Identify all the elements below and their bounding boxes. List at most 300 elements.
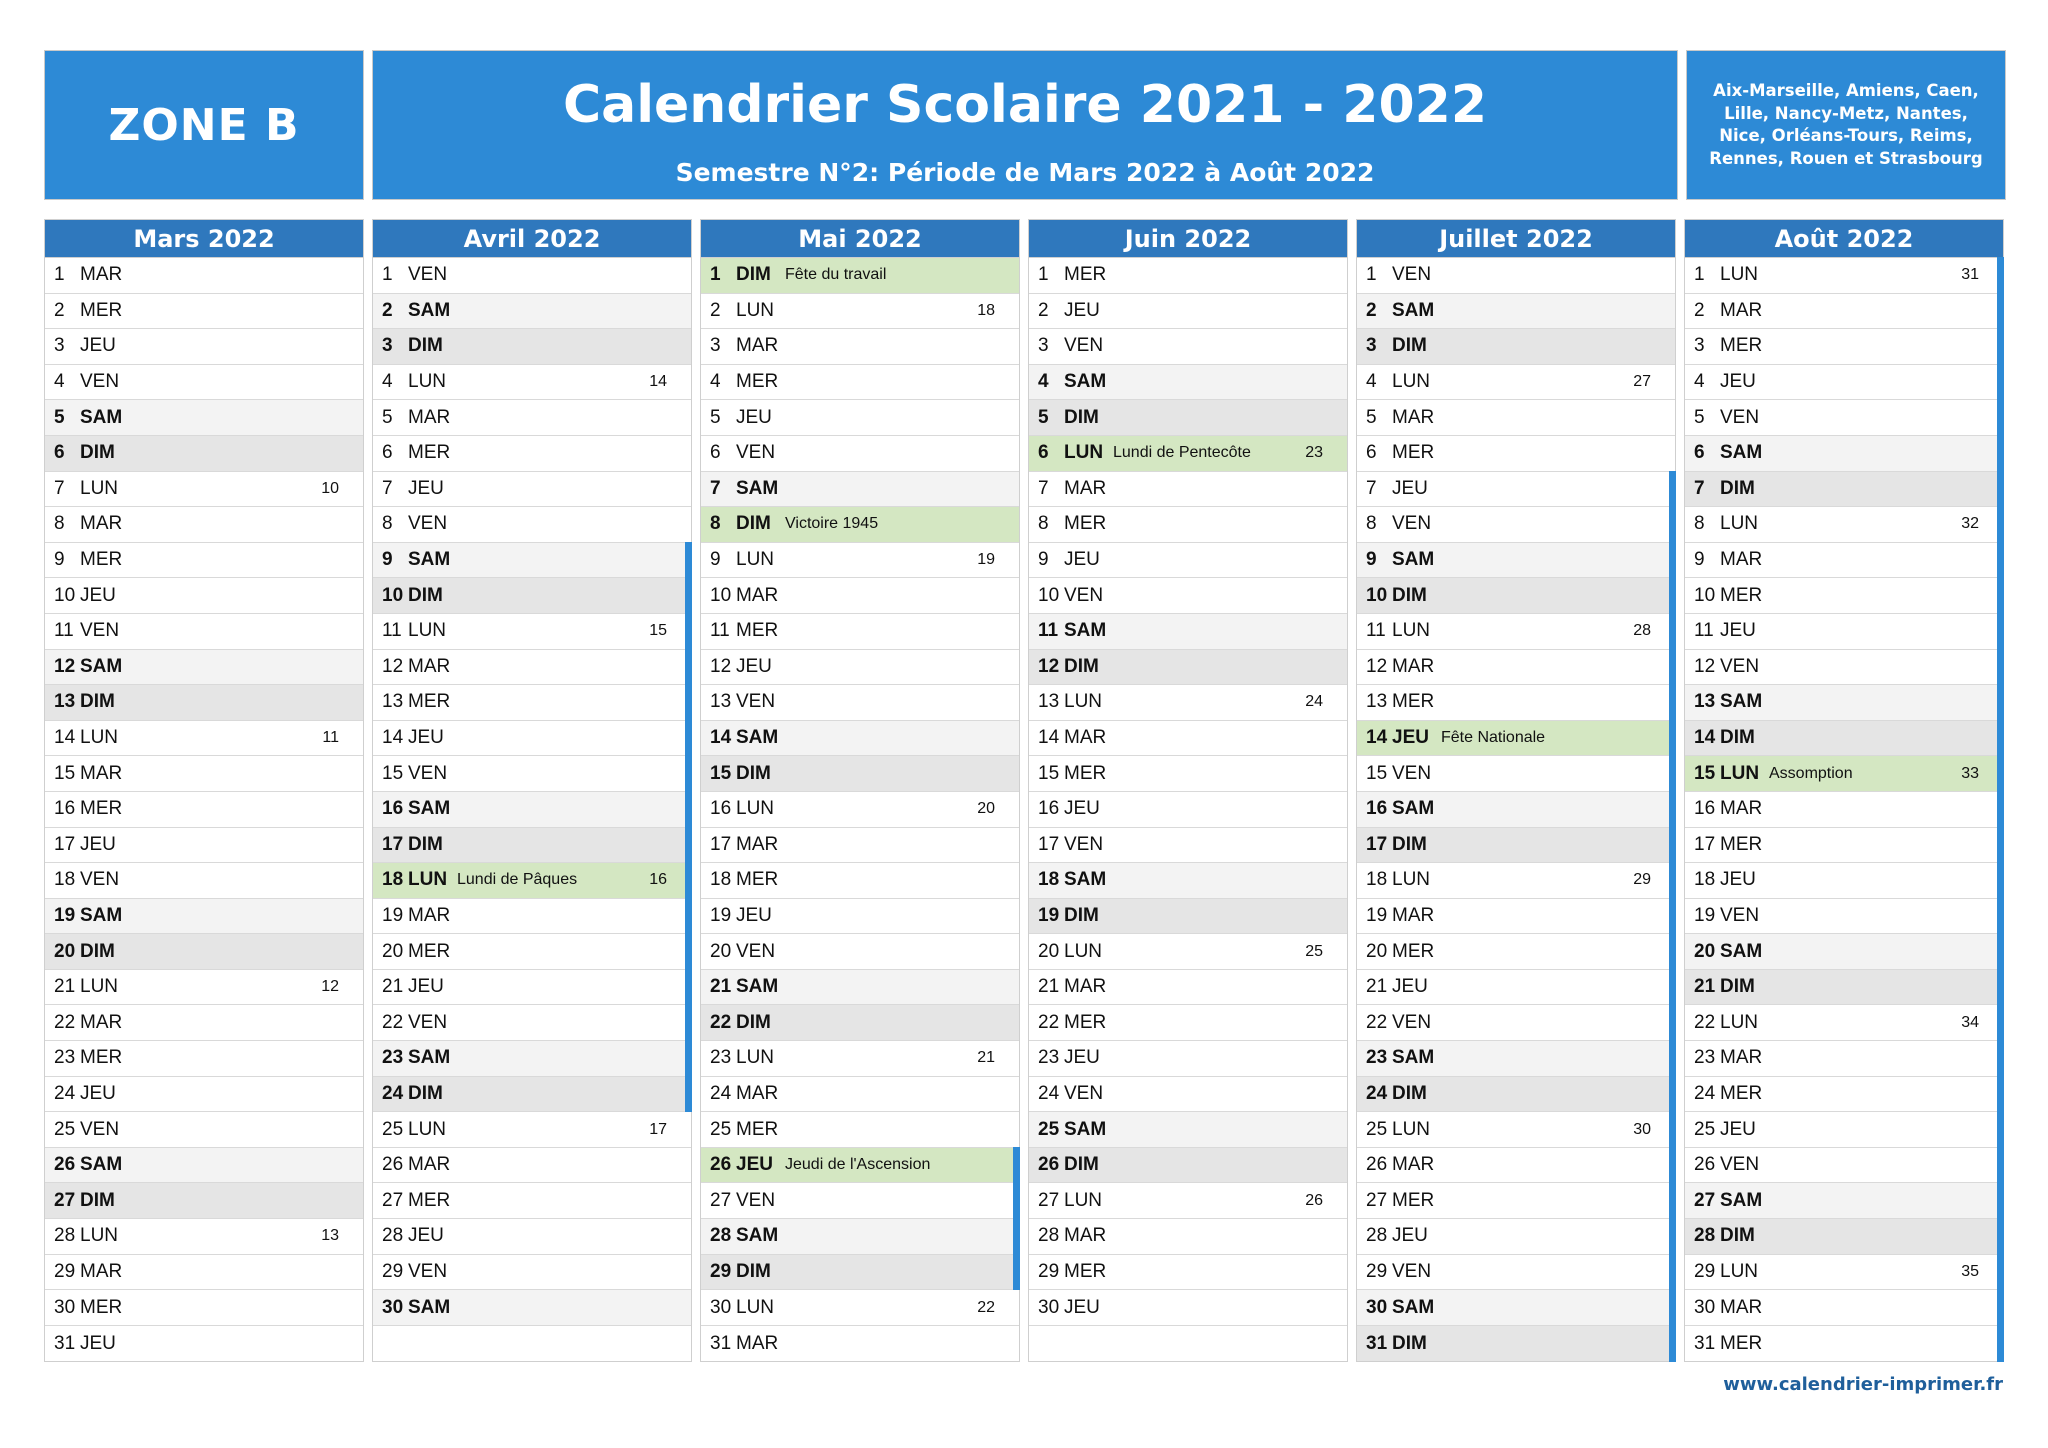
weekday-label: MAR [80, 762, 123, 784]
weekday-label: DIM [736, 264, 771, 286]
weekday-label: MAR [1392, 406, 1435, 428]
day-row [1685, 1148, 2003, 1184]
weekday-label: MER [408, 442, 451, 464]
weekday-label: SAM [1064, 869, 1107, 891]
day-number: 6 [1366, 442, 1377, 464]
weekday-label: MER [80, 1047, 123, 1069]
day-row [45, 1255, 363, 1291]
day-row [701, 614, 1019, 650]
weekday-label: MER [1064, 1011, 1107, 1033]
day-row [1685, 472, 2003, 508]
weekday-label: DIM [1392, 1082, 1427, 1104]
day-number: 18 [54, 869, 76, 891]
day-row [1029, 400, 1347, 436]
day-number: 6 [710, 442, 721, 464]
weekday-label: JEU [80, 1082, 116, 1104]
day-row [1685, 365, 2003, 401]
day-number: 13 [1694, 691, 1716, 713]
day-number: 26 [382, 1154, 404, 1176]
month-column [44, 219, 364, 1362]
day-row [1685, 1183, 2003, 1219]
weekday-label: MER [736, 371, 779, 393]
weekday-label: MER [1064, 1260, 1107, 1282]
day-row [701, 543, 1019, 579]
day-number: 12 [710, 655, 732, 677]
day-number: 29 [382, 1260, 404, 1282]
weekday-label: MER [1392, 691, 1435, 713]
weekday-label: VEN [1392, 513, 1432, 535]
weekday-label: MER [80, 1296, 123, 1318]
weekday-label: MAR [736, 1082, 779, 1104]
day-number: 30 [382, 1296, 404, 1318]
day-number: 19 [382, 904, 404, 926]
day-number: 1 [710, 264, 721, 286]
day-number: 30 [710, 1296, 732, 1318]
day-number: 1 [54, 264, 65, 286]
day-row [1685, 792, 2003, 828]
weekday-label: MER [736, 869, 779, 891]
day-row [1029, 650, 1347, 686]
day-row [701, 329, 1019, 365]
weekday-label: MAR [80, 513, 123, 535]
day-number: 4 [1366, 371, 1377, 393]
day-row [45, 650, 363, 686]
weekday-label: MAR [408, 406, 451, 428]
day-number: 18 [1038, 869, 1060, 891]
weekday-label: VEN [736, 691, 776, 713]
day-row [373, 1183, 691, 1219]
day-number: 5 [710, 406, 721, 428]
day-number: 29 [1038, 1260, 1060, 1282]
day-row [1685, 1077, 2003, 1113]
day-number: 18 [1366, 869, 1388, 891]
weekday-label: VEN [408, 513, 448, 535]
day-number: 13 [382, 691, 404, 713]
day-number: 19 [1038, 904, 1060, 926]
weekday-label: MER [1720, 1332, 1763, 1354]
day-number: 11 [1366, 620, 1386, 642]
weekday-label: SAM [408, 299, 451, 321]
weekday-label: JEU [1720, 869, 1756, 891]
day-number: 7 [382, 477, 393, 499]
week-number: 23 [1305, 444, 1323, 462]
day-row [1685, 578, 2003, 614]
day-number: 15 [1366, 762, 1388, 784]
day-number: 16 [1038, 798, 1060, 820]
day-number: 19 [1694, 904, 1716, 926]
weekday-label: LUN [80, 727, 119, 749]
weekday-label: MER [736, 1118, 779, 1140]
weekday-label: DIM [1392, 335, 1427, 357]
weekday-label: DIM [1720, 477, 1755, 499]
weekday-label: MAR [736, 335, 779, 357]
weekday-label: VEN [1720, 904, 1760, 926]
month-column [1028, 219, 1348, 1362]
weekday-label: JEU [736, 1154, 773, 1176]
day-row [373, 436, 691, 472]
day-row [1357, 650, 1675, 686]
day-number: 10 [1038, 584, 1060, 606]
day-row [1029, 792, 1347, 828]
day-row [45, 1183, 363, 1219]
weekday-label: DIM [408, 833, 443, 855]
day-row [1029, 1148, 1347, 1184]
weekday-label: LUN [1392, 620, 1431, 642]
day-number: 20 [54, 940, 76, 962]
weekday-label: VEN [1392, 264, 1432, 286]
day-number: 14 [1366, 727, 1388, 749]
day-number: 9 [710, 549, 721, 571]
day-row [1029, 1112, 1347, 1148]
month-column [1356, 219, 1676, 1362]
day-number: 21 [382, 976, 404, 998]
weekday-label: DIM [1392, 1332, 1427, 1354]
weekday-label: SAM [80, 406, 123, 428]
day-row [701, 1005, 1019, 1041]
weekday-label: MAR [1392, 904, 1435, 926]
week-number: 32 [1961, 515, 1979, 533]
weekday-label: MER [736, 620, 779, 642]
day-number: 4 [382, 371, 393, 393]
weekday-label: JEU [736, 655, 772, 677]
day-number: 20 [710, 940, 732, 962]
day-number: 8 [1694, 513, 1705, 535]
day-number: 2 [54, 299, 65, 321]
weekday-label: VEN [408, 264, 448, 286]
holiday-label: Victoire 1945 [785, 515, 879, 533]
day-row [701, 1041, 1019, 1077]
month-column [1684, 219, 2004, 1362]
weekday-label: LUN [1392, 1118, 1431, 1140]
day-row [1029, 614, 1347, 650]
weekday-label: VEN [1720, 1154, 1760, 1176]
day-number: 4 [1694, 371, 1705, 393]
day-number: 4 [710, 371, 721, 393]
website-link[interactable]: www.calendrier-imprimer.fr [1723, 1374, 2003, 1395]
day-row [1685, 721, 2003, 757]
day-number: 9 [1694, 549, 1705, 571]
day-number: 20 [1694, 940, 1716, 962]
weekday-label: SAM [408, 1296, 451, 1318]
weekday-label: SAM [1064, 620, 1107, 642]
day-number: 13 [710, 691, 732, 713]
weekday-label: DIM [1392, 584, 1427, 606]
day-row [701, 934, 1019, 970]
day-row [1029, 1041, 1347, 1077]
day-number: 23 [54, 1047, 76, 1069]
week-number: 30 [1633, 1120, 1651, 1138]
day-row [1357, 578, 1675, 614]
day-row [1029, 436, 1347, 472]
day-row [373, 828, 691, 864]
weekday-label: SAM [1064, 371, 1107, 393]
day-row [1357, 507, 1675, 543]
day-number: 9 [54, 549, 65, 571]
weekday-label: MAR [1720, 299, 1763, 321]
day-number: 18 [710, 869, 732, 891]
day-number: 1 [382, 264, 393, 286]
day-row [1685, 294, 2003, 330]
weekday-label: SAM [1392, 798, 1435, 820]
day-number: 15 [1694, 762, 1716, 784]
weekday-label: LUN [80, 1225, 119, 1247]
day-row [1029, 1183, 1347, 1219]
day-row [1685, 1005, 2003, 1041]
day-row [45, 329, 363, 365]
day-row [373, 329, 691, 365]
day-row [1357, 828, 1675, 864]
day-number: 18 [1694, 869, 1716, 891]
weekday-label: JEU [1720, 371, 1756, 393]
weekday-label: VEN [1064, 584, 1104, 606]
day-number: 10 [54, 584, 76, 606]
day-row [1685, 756, 2003, 792]
day-row [45, 294, 363, 330]
day-number: 17 [54, 833, 76, 855]
day-row [1029, 1005, 1347, 1041]
day-row [701, 1112, 1019, 1148]
month-header: Juin 2022 [1029, 220, 1347, 258]
weekday-label: VEN [1720, 655, 1760, 677]
day-number: 24 [710, 1082, 732, 1104]
day-number: 4 [54, 371, 65, 393]
day-number: 27 [382, 1189, 404, 1211]
day-number: 23 [1366, 1047, 1388, 1069]
weekday-label: MAR [1392, 655, 1435, 677]
day-number: 21 [54, 976, 76, 998]
weekday-label: MAR [80, 1260, 123, 1282]
day-number: 12 [1694, 655, 1716, 677]
weekday-label: VEN [1392, 1260, 1432, 1282]
day-number: 21 [1038, 976, 1060, 998]
day-number: 8 [710, 513, 721, 535]
day-row [373, 614, 691, 650]
day-number: 7 [1694, 477, 1705, 499]
day-number: 3 [54, 335, 65, 357]
day-number: 19 [1366, 904, 1388, 926]
day-row [701, 1290, 1019, 1326]
day-row [701, 792, 1019, 828]
day-row [1357, 543, 1675, 579]
day-number: 25 [1366, 1118, 1388, 1140]
day-number: 28 [54, 1225, 76, 1247]
week-number: 21 [977, 1049, 995, 1067]
day-number: 9 [1038, 549, 1049, 571]
weekday-label: VEN [1064, 335, 1104, 357]
weekday-label: SAM [408, 549, 451, 571]
weekday-label: MER [1064, 762, 1107, 784]
weekday-label: LUN [1720, 1011, 1759, 1033]
weekday-label: VEN [1392, 1011, 1432, 1033]
day-number: 12 [54, 655, 76, 677]
weekday-label: LUN [408, 620, 447, 642]
day-row [701, 721, 1019, 757]
weekday-label: LUN [1720, 513, 1759, 535]
empty-day-row [1029, 1326, 1347, 1362]
day-number: 9 [382, 549, 393, 571]
weekday-label: JEU [1392, 477, 1428, 499]
day-number: 30 [54, 1296, 76, 1318]
day-row [1685, 1326, 2003, 1362]
day-row [1029, 543, 1347, 579]
day-number: 8 [54, 513, 65, 535]
weekday-label: MER [1720, 1082, 1763, 1104]
weekday-label: DIM [736, 1011, 771, 1033]
day-number: 28 [710, 1225, 732, 1247]
day-number: 16 [1694, 798, 1716, 820]
weekday-label: SAM [408, 1047, 451, 1069]
day-row [1029, 685, 1347, 721]
day-number: 29 [1694, 1260, 1716, 1282]
day-row [1357, 1112, 1675, 1148]
weekday-label: VEN [80, 1118, 120, 1140]
day-number: 5 [382, 406, 393, 428]
weekday-label: JEU [1720, 620, 1756, 642]
day-row [1029, 863, 1347, 899]
day-number: 6 [382, 442, 393, 464]
day-row [373, 650, 691, 686]
day-row [45, 899, 363, 935]
weekday-label: LUN [736, 1296, 775, 1318]
weekday-label: DIM [1064, 1154, 1099, 1176]
day-number: 29 [1366, 1260, 1388, 1282]
day-row [1029, 1219, 1347, 1255]
day-number: 25 [1694, 1118, 1716, 1140]
day-number: 18 [382, 869, 404, 891]
weekday-label: VEN [1064, 1082, 1104, 1104]
day-row [45, 365, 363, 401]
day-number: 27 [1038, 1189, 1060, 1211]
day-number: 1 [1366, 264, 1377, 286]
weekday-label: SAM [1392, 549, 1435, 571]
day-row [1357, 756, 1675, 792]
day-row [1685, 1219, 2003, 1255]
weekday-label: SAM [736, 477, 779, 499]
day-number: 14 [1038, 727, 1060, 749]
weekday-label: SAM [736, 1225, 779, 1247]
weekday-label: JEU [1064, 1296, 1100, 1318]
academies-list: Aix-Marseille, Amiens, Caen, Lille, Nancy-Metz, Nantes, Nice, Orléans-Tours, Reims, Rennes, Rouen et Strasbourg [1709, 81, 1983, 168]
day-row [701, 400, 1019, 436]
weekday-label: SAM [80, 655, 123, 677]
day-number: 31 [1694, 1332, 1716, 1354]
day-number: 11 [1694, 620, 1714, 642]
weekday-label: LUN [1064, 1189, 1103, 1211]
day-number: 12 [1366, 655, 1388, 677]
day-row [1029, 756, 1347, 792]
day-row [1357, 863, 1675, 899]
week-number: 28 [1633, 622, 1651, 640]
day-number: 14 [1694, 727, 1716, 749]
weekday-label: MAR [80, 264, 123, 286]
day-row [1357, 472, 1675, 508]
day-row [45, 1005, 363, 1041]
day-row [45, 1290, 363, 1326]
day-row [373, 792, 691, 828]
day-number: 8 [1038, 513, 1049, 535]
day-row [373, 543, 691, 579]
day-number: 30 [1038, 1296, 1060, 1318]
day-row [1685, 828, 2003, 864]
day-number: 7 [54, 477, 65, 499]
empty-day-row [373, 1326, 691, 1362]
day-row [373, 1148, 691, 1184]
weekday-label: LUN [1064, 691, 1103, 713]
day-number: 16 [54, 798, 76, 820]
day-row [45, 792, 363, 828]
day-row [45, 970, 363, 1006]
day-number: 22 [1038, 1011, 1060, 1033]
day-row [1029, 472, 1347, 508]
day-number: 20 [1366, 940, 1388, 962]
weekday-label: DIM [1720, 1225, 1755, 1247]
weekday-label: LUN [1064, 442, 1104, 464]
day-row [1357, 1005, 1675, 1041]
weekday-label: SAM [80, 1154, 123, 1176]
day-row [45, 578, 363, 614]
day-number: 10 [382, 584, 404, 606]
weekday-label: DIM [736, 762, 771, 784]
week-number: 11 [322, 729, 339, 747]
month-column [372, 219, 692, 1362]
day-number: 5 [54, 406, 65, 428]
day-number: 30 [1366, 1296, 1388, 1318]
week-number: 20 [977, 800, 995, 818]
day-row [45, 436, 363, 472]
day-row [45, 1148, 363, 1184]
week-number: 31 [1961, 266, 1979, 284]
day-row [373, 970, 691, 1006]
weekday-label: LUN [80, 976, 119, 998]
day-row [1685, 1112, 2003, 1148]
day-number: 19 [710, 904, 732, 926]
day-row [373, 1041, 691, 1077]
weekday-label: LUN [736, 299, 775, 321]
weekday-label: JEU [80, 833, 116, 855]
week-number: 10 [321, 479, 339, 497]
day-row [1029, 970, 1347, 1006]
weekday-label: MAR [1064, 1225, 1107, 1247]
day-row [701, 1219, 1019, 1255]
day-row [1357, 721, 1675, 757]
day-number: 3 [382, 335, 393, 357]
day-number: 2 [382, 299, 393, 321]
day-number: 14 [382, 727, 404, 749]
day-number: 10 [1366, 584, 1388, 606]
day-row [701, 1255, 1019, 1291]
day-row [1685, 863, 2003, 899]
day-number: 25 [382, 1118, 404, 1140]
day-number: 13 [1366, 691, 1388, 713]
day-row [1357, 329, 1675, 365]
day-number: 14 [54, 727, 76, 749]
weekday-label: MAR [736, 833, 779, 855]
day-row [1685, 543, 2003, 579]
day-number: 3 [1366, 335, 1377, 357]
day-row [1357, 294, 1675, 330]
weekday-label: SAM [1064, 1118, 1107, 1140]
weekday-label: LUN [80, 477, 119, 499]
weekday-label: MER [1720, 833, 1763, 855]
weekday-label: MER [80, 798, 123, 820]
day-row [1029, 578, 1347, 614]
day-number: 26 [1038, 1154, 1060, 1176]
week-number: 13 [321, 1227, 339, 1245]
day-number: 30 [1694, 1296, 1716, 1318]
day-row [45, 543, 363, 579]
weekday-label: LUN [408, 371, 447, 393]
day-number: 15 [382, 762, 404, 784]
